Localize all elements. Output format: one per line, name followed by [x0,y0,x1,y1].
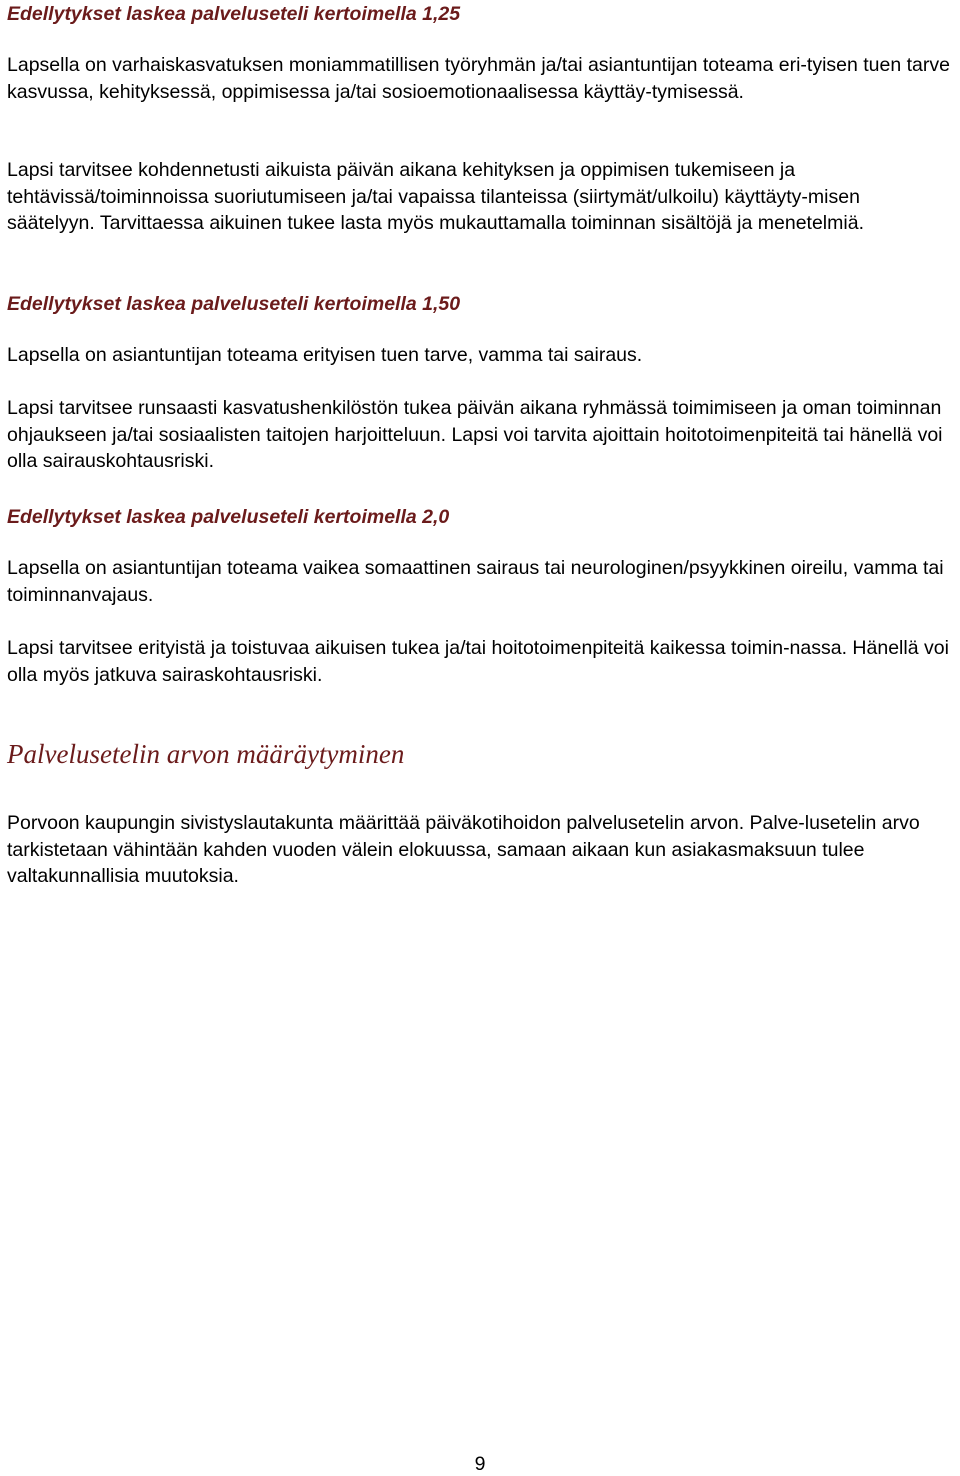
paragraph-text: Lapsi tarvitsee runsaasti kasvatushenkilöstön tukea päivän aikana ryhmässä toimimiseen ja oman toiminnan ohjaukseen ja/tai sosiaalisten taitojen harjoitteluun. Lapsi voi tarvita ajoittain hoitotoimenpiteitä tai hänellä voi olla sairauskohtausriski. [7,397,943,472]
paragraph [7,810,953,890]
paragraph [7,157,953,237]
page-number: 9 [474,1453,486,1475]
main-heading-block [7,737,953,771]
paragraph [7,635,953,688]
section-2-0 [7,504,953,530]
main-heading: Palvelusetelin arvon määräytyminen [7,739,405,769]
paragraph [7,395,953,475]
paragraph-text: Lapsi tarvitsee erityistä ja toistuvaa aikuisen tukea ja/tai hoitotoimenpiteitä kaikessa toimin-nassa. Hänellä voi olla myös jatkuva sairaskohtausriski. [7,637,949,686]
paragraph [7,52,953,105]
paragraph-text: Lapsella on varhaiskasvatuksen moniammatillisen työryhmän ja/tai asiantuntijan toteama eri-tyisen tuen tarve kasvussa, kehityksessä, oppimisessa ja/tai sosioemotionaalisessa käyttäy-tymisessä. [7,54,950,103]
paragraph-text: Lapsi tarvitsee kohdennetusti aikuista päivän aikana kehityksen ja oppimisen tukemiseen ja tehtävissä/toiminnoissa suoriutumiseen ja/tai vapaissa tilanteissa (siirtymät/ulkoilu) käyttäyty-misen säätelyyn. Tarvittaessa aikuinen tukee lasta myös mukauttamalla toiminnan sisältöjä ja menetelmiä. [7,159,864,234]
paragraph-text: Lapsella on asiantuntijan toteama vaikea somaattinen sairaus tai neurologinen/psyykkinen oireilu, vamma tai toiminnanvajaus. [7,557,944,606]
section-heading: Edellytykset laskea palveluseteli kertoimella 1,25 [7,3,461,25]
section-1-25 [7,1,953,27]
paragraph [7,555,953,608]
section-1-50 [7,291,953,317]
section-heading: Edellytykset laskea palveluseteli kertoimella 1,50 [7,293,461,315]
paragraph-text: Lapsella on asiantuntijan toteama erityisen tuen tarve, vamma tai sairaus. [7,344,643,366]
paragraph-text: Porvoon kaupungin sivistyslautakunta määrittää päiväkotihoidon palvelusetelin arvon. Palve-lusetelin arvo tarkistetaan vähintään kahden vuoden välein elokuussa, samaan aikaan kun asiakasmaksuun tulee valtakunnallisia muutoksia. [7,812,920,887]
paragraph [7,342,953,369]
section-heading: Edellytykset laskea palveluseteli kertoimella 2,0 [7,506,450,528]
